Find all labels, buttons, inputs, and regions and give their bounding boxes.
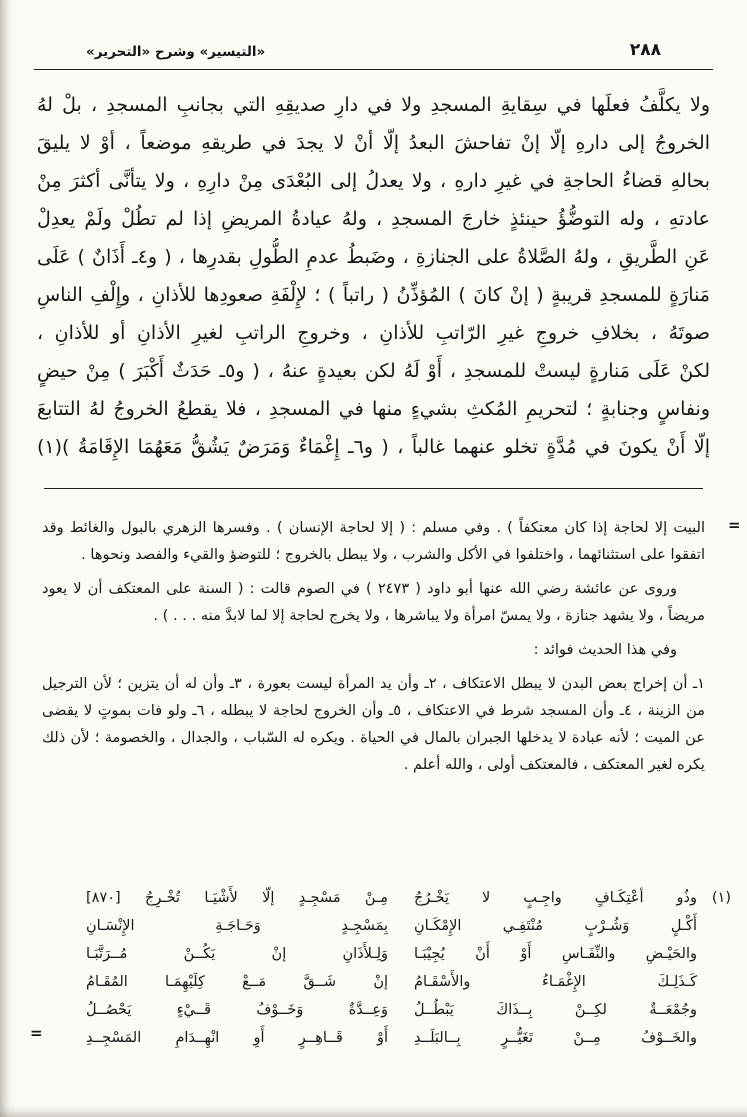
poem-row: [82, 912, 731, 940]
poem-hemistich-left: مِـنْ مَسْجِـدٍ إلّا لأَشْيَـا تُخْـرِجُ [٨٧٠]: [86, 890, 388, 906]
poem-hemistich-right: وجُمْعَــةٌ لكِــنْ بِــذَاكَ يَبْطُــلُ: [414, 1002, 697, 1018]
poem-hemistich-right: وذُو أعْتِكَـافٍ واجِـبٍ لا يَخْـرُجُ: [414, 890, 697, 906]
poem-row: [82, 996, 731, 1024]
poem-section: [82, 884, 731, 1052]
poem-hemistich-left: أَوْ قَــاهِــرٍ أَوِ انْهِــدَامِ المَسْجِــدِ: [86, 1030, 388, 1046]
poem-row: [82, 1024, 731, 1052]
body-line: الخروجُ إلى دارهِ إلّا إنْ تفاحشَ البعدُ إلّا أنْ لا يجدَ في طريقهِ موضعاً ، أوْ لا يليقَ: [37, 132, 710, 154]
poem-row: [82, 884, 731, 912]
body-line: لكنْ عَلَى مَنارةٍ ليستْ للمسجدِ ، أَوْ لَهُ لكن بعيدةٍ عنهُ ، ( و٥ـ حَدَثٌ أَكْبَرَ ) مِنْ حيضٍ: [37, 360, 710, 382]
body-line: عَنِ الطَّريقِ ، ولهُ الصَّلاةُ على الجنازةِ ، وضَبطُ عدمِ الطُّولِ بقدرِها ، ( و٤ـ أَذَانٌ ) عَلَى: [37, 246, 710, 268]
poem-hemistich-right: والخَــوْفُ مِــنْ تَغَيُّــرٍ بِــالبَلَــدِ: [414, 1030, 697, 1046]
main-text: [37, 86, 710, 466]
poem-row: [82, 968, 731, 996]
footnote-paragraph: وفي هذا الحديث فوائد :: [533, 641, 677, 658]
header-title: «التيسير» وشرح «التحرير»: [86, 44, 266, 60]
body-line: ونفاسٍ وجنابةٍ ؛ لتحريمِ المُكثِ بشيءٍ منها في المسجدِ ، فلا يقطعُ الخروجُ لهُ التتابعَ: [37, 398, 710, 420]
poem-hemistich-left: وَلِـلأَذَانِ إنْ يَكُــنْ مُــرَتَّبَـا: [86, 946, 388, 962]
body-line: ولا يكلَّفُ فعلَها في سِقايةِ المسجدِ ولا في دارِ صديقِهِ التي بجانبِ المسجدِ ، بلْ لهُ: [37, 94, 710, 116]
footnote-paragraph: ١ـ أن إخراج بعض البدن لا يبطل الاعتكاف ، ٢ـ وأن يد المرأة ليست بعورة ، ٣ـ وأن له أن يتزين ؛ لأن الترجيل من الزينة ، ٤ـ وأن المسجد شرط في الاعتكاف ، ٥ـ وأن الخروج لحاجة لا يبطله ، ٦ـ ولو فات بموتٍ لا يقضى عن الميت ؛ لأنه عبادة لا يدخلها الجبران بالمال في الحياة . ويكره له السّباب ، والجدال ، والخصومة ؛ لأن ذلك يكره لغير المعتكف ، فالمعتكف أولى ، والله أعلم .: [42, 675, 706, 773]
page-header: [0, 0, 747, 60]
poem-hemistich-left: إنْ شَــقَّ مَــعْ كِلَيْهِمَـا المُقَـامُ: [86, 974, 388, 990]
body-line: بحالهِ قضاءُ الحاجةِ في غيرِ دارهِ ، ولا يعدلُ إلى البُعْدَى مِنْ دارِهِ ، ولا يتأنَّى أكثرَ مِنْ: [37, 170, 710, 192]
page-number: ٢٨٨: [629, 40, 661, 60]
body-line: مَنارَةٍ للمسجدِ قريبةٍ ( إنْ كانَ ) المُؤذِّنُ ( راتباً ) ؛ لإِلْفَةِ صعودِها للأذانِ ، وإِلْفِ الناسِ: [37, 284, 710, 306]
body-line: عادتهِ ، وله التوضُّؤُ حينئذٍ خارجَ المسجدِ ، ولهُ عيادةُ المريضِ إذا لم تطُلْ ولَمْ يعدِلْ: [37, 208, 710, 230]
body-line: صوتَهُ ، بخلافِ خروجِ غيرِ الرّاتبِ للأذانِ ، وخروجِ الراتبِ لغيرِ الأذانِ أو للأذانِ ،: [37, 322, 710, 344]
poem-footnote-number: (١): [711, 890, 731, 906]
poem-hemistich-right: والحَيْـضِ والنِّفَـاسِ أَوْ أَنْ يُجِيْبَـا: [414, 946, 697, 962]
footnote-paragraph: وروى عن عائشة رضي الله عنها أبو داود ( ٢٤٧٣ ) في الصوم قالت : ( السنة على المعتكف أن لا يعود مريضاً ، ولا يشهد جنازة ، ولا يمسّ امرأة ولا يباشرها ، ولا يخرج لحاجة إلا لما لابدَّ منه . . . ) .: [42, 580, 705, 624]
poem-hemistich-right: كَـذَلِـكَ الإِغْمَـاءُ والأَسْقَـامُ: [414, 974, 697, 990]
body-line: إلّا أَنْ يكونَ في مُدَّةٍ تخلو عنهما غالباً ، ( و٦ـ إِغْمَاءٌ وَمَرَضٌ يَشُقُّ مَعَهُمَا الإِقَامَةُ )(١): [37, 436, 710, 458]
poem-hemistich-right: أَكْـلٍ وَشُـرْبٍ مُنْتَفِـي الإِمْكَـانِ: [414, 918, 697, 934]
footnote-paragraph: البيت إلا لحاجة إذا كان معتكفاً ) . وفي مسلم : ( إلا لحاجة الإنسان ) . وفسرها الزهري بالبول والغائط وقد اتفقوا على استثنائهما ، واختلفوا في الأكل والشرب ، ولا يبطل بالخروج ؛ للتوضؤ والقيء والفصد ونحوها .: [42, 519, 705, 563]
poem-row: [82, 940, 731, 968]
poem-hemistich-left: بِمَسْجِـدٍ وَحَـاجَـةِ الإِنْسَـانِ: [86, 918, 388, 934]
footnote-continuation-marker-bottom: =: [30, 1024, 43, 1042]
footnotes-section: [42, 514, 705, 785]
poem-hemistich-left: وَعِــدَّةٌ وَخَــوْفُ قَــيْءٍ يَحْصُــلُ: [86, 1002, 388, 1018]
header-rule: [34, 69, 713, 70]
footnote-separator: [44, 488, 703, 489]
footnote-continuation-marker-top: =: [728, 516, 741, 534]
